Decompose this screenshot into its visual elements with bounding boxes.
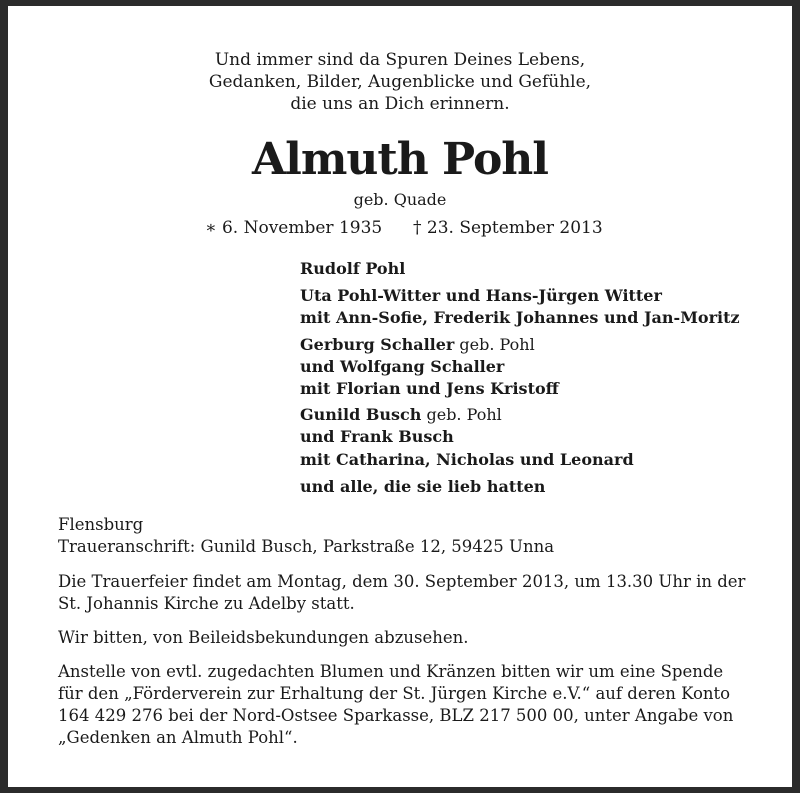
poem-line-3: die uns an Dich erinnern. [290,94,510,114]
funeral-line-2: St. Johannis Kirche zu Adelby statt. [58,594,355,613]
donation-line-4: „Gedenken an Almuth Pohl“. [58,728,298,747]
death-date: † 23. September 2013 [413,218,603,238]
family-line-8: und Frank Busch [300,427,454,446]
family-line-9: mit Catharina, Nicholas und Leonard [300,450,634,469]
family-line-6: mit Florian und Jens Kristoff [300,379,559,398]
funeral-line-1: Die Trauerfeier findet am Montag, dem 30. September 2013, um 13.30 Uhr in der [58,572,746,591]
place: Flensburg [58,515,144,534]
poem-line-1: Und immer sind da Spuren Deines Lebens, [214,50,586,70]
donation-line-2: für den „Förderverein zur Erhaltung der St. Jürgen Kirche e.V.“ auf deren Konto [58,684,731,703]
family-line-4: Gerburg Schaller geb. Pohl [300,335,535,354]
mourning-address: Traueranschrift: Gunild Busch, Parkstraße 12, 59425 Unna [58,537,555,556]
family-line-2: Uta Pohl-Witter und Hans-Jürgen Witter [300,286,662,305]
family-line-5: und Wolfgang Schaller [300,357,505,376]
family-line-3: mit Ann-Sofie, Frederik Johannes und Jan-Moritz [300,308,740,327]
condolence-note: Wir bitten, von Beileidsbekundungen abzusehen. [58,628,469,647]
donation-line-1: Anstelle von evtl. zugedachten Blumen und Kränzen bitten wir um eine Spende [58,662,724,681]
family-line-7: Gunild Busch geb. Pohl [300,405,502,424]
poem-line-2: Gedanken, Bilder, Augenblicke und Gefühle, [208,72,592,92]
donation-line-3: 164 429 276 bei der Nord-Ostsee Sparkasse, BLZ 217 500 00, unter Angabe von [58,706,734,725]
maiden-name: geb. Quade [353,190,447,209]
deceased-name: Almuth Pohl [252,134,548,185]
birth-date: ∗ 6. November 1935 [205,218,383,238]
family-line-1: Rudolf Pohl [300,259,406,278]
family-line-10: und alle, die sie lieb hatten [300,477,546,496]
